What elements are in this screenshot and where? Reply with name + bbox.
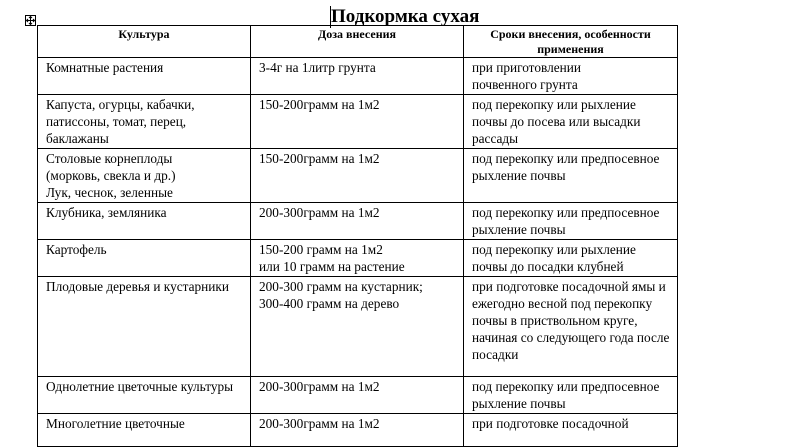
table-row	[38, 203, 678, 240]
table-row	[38, 277, 678, 377]
cell-timing[interactable]: под перекопку или предпосевное рыхление почвы	[464, 377, 678, 414]
cell-culture[interactable]: Столовые корнеплоды (морковь, свекла и др.) Лук, чеснок, зеленные	[38, 149, 251, 203]
header-culture: Культура	[38, 26, 251, 58]
cell-dose[interactable]: 150-200грамм на 1м2	[251, 149, 464, 203]
table-move-handle-icon[interactable]	[25, 15, 36, 26]
cell-culture[interactable]: Капуста, огурцы, кабачки, патиссоны, томат, перец, баклажаны	[38, 95, 251, 149]
table-row	[38, 58, 678, 95]
cell-timing[interactable]: под перекопку или рыхление почвы до посева или высадки рассады	[464, 95, 678, 149]
cell-dose[interactable]: 200-300грамм на 1м2	[251, 377, 464, 414]
cell-culture[interactable]: Многолетние цветочные	[38, 414, 251, 447]
cell-dose[interactable]: 150-200грамм на 1м2	[251, 95, 464, 149]
table-row	[38, 95, 678, 149]
cell-dose[interactable]: 150-200 грамм на 1м2 или 10 грамм на растение	[251, 240, 464, 277]
cell-culture[interactable]: Клубника, земляника	[38, 203, 251, 240]
header-timing: Сроки внесения, особенности применения	[464, 26, 678, 58]
header-dose: Доза внесения	[251, 26, 464, 58]
table-row	[38, 149, 678, 203]
cell-dose[interactable]: 200-300грамм на 1м2	[251, 414, 464, 447]
cell-culture[interactable]: Плодовые деревья и кустарники	[38, 277, 251, 377]
cell-culture[interactable]: Комнатные растения	[38, 58, 251, 95]
cell-timing[interactable]: при приготовлении почвенного грунта	[464, 58, 678, 95]
cell-timing[interactable]: под перекопку или рыхление почвы до посадки клубней	[464, 240, 678, 277]
cell-dose[interactable]: 200-300 грамм на кустарник; 300-400 грамм на дерево	[251, 277, 464, 377]
cell-timing[interactable]: под перекопку или предпосевное рыхление почвы	[464, 203, 678, 240]
cell-dose[interactable]: 3-4г на 1литр грунта	[251, 58, 464, 95]
page-title: Подкормка сухая	[331, 6, 480, 27]
cell-timing[interactable]: при подготовке посадочной	[464, 414, 678, 447]
fertilizer-table	[37, 25, 678, 447]
table-row	[38, 377, 678, 414]
cell-culture[interactable]: Картофель	[38, 240, 251, 277]
table-row	[38, 414, 678, 447]
cell-dose[interactable]: 200-300грамм на 1м2	[251, 203, 464, 240]
table-header-row	[38, 26, 678, 58]
table-row	[38, 240, 678, 277]
cell-timing[interactable]: под перекопку или предпосевное рыхление почвы	[464, 149, 678, 203]
cell-culture[interactable]: Однолетние цветочные культуры	[38, 377, 251, 414]
cell-timing[interactable]: при подготовке посадочной ямы и ежегодно весной под перекопку почвы в приствольном круге, начиная со следующего года после посадки	[464, 277, 678, 377]
